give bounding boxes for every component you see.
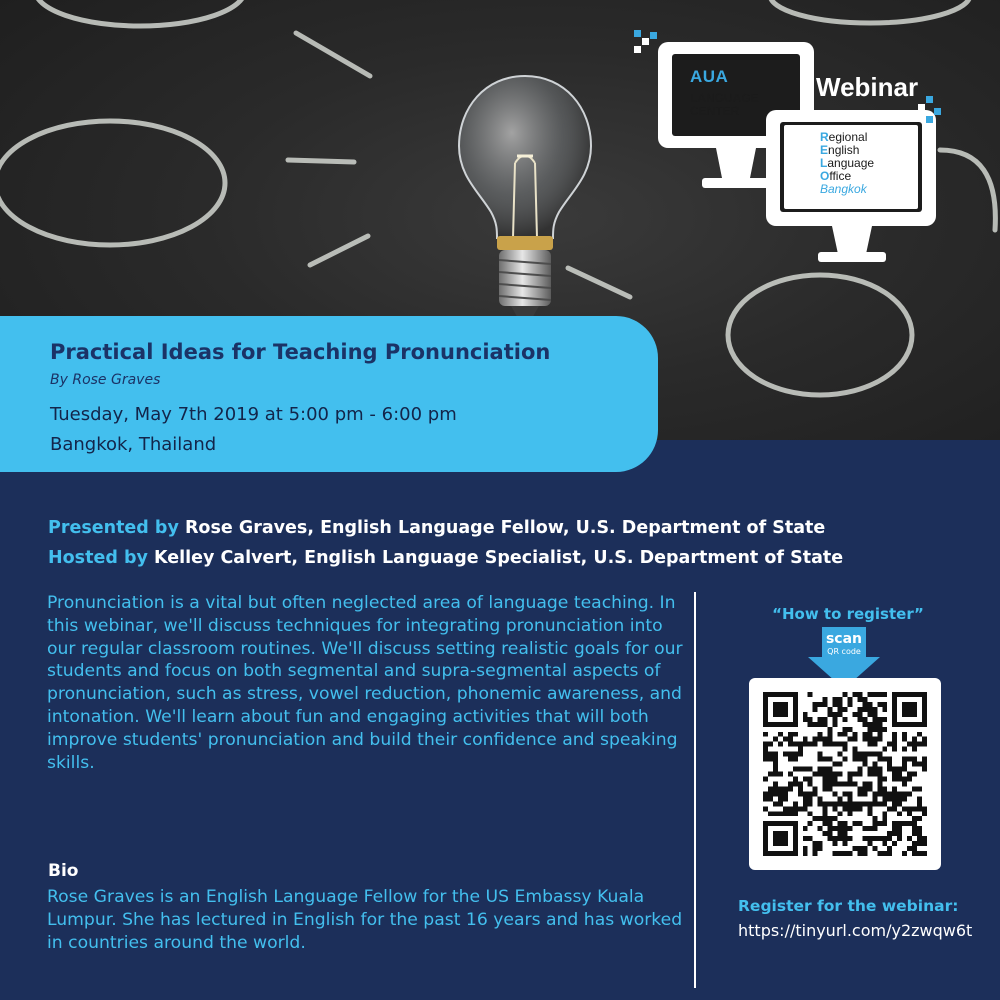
- bio-heading: Bio: [48, 861, 79, 881]
- webinar-logo: [628, 28, 948, 268]
- chalk-dash: [310, 236, 368, 265]
- presented-by-label: Presented by: [48, 518, 179, 538]
- aua-subtitle-line2: CENTER: [690, 104, 740, 118]
- presented-by-value: Rose Graves, English Language Fellow, U.S. Department of State: [184, 518, 826, 538]
- event-location: Bangkok, Thailand: [50, 434, 217, 455]
- relo-city: Bangkok: [820, 182, 867, 196]
- aua-title: AUA: [690, 67, 729, 86]
- monitor-icon: [628, 28, 948, 268]
- relo-line: Regional: [820, 130, 868, 144]
- chalk-arc: [940, 150, 995, 230]
- bio-text: Rose Graves is an English Language Fellow for the US Embassy Kuala Lumpur. She has lectured in English for the past 16 years and has worked in countries around the world.: [47, 887, 683, 953]
- lightbulb-icon: [445, 68, 605, 328]
- register-link[interactable]: https://tinyurl.com/y2zwqw6t: [738, 921, 973, 940]
- chalk-oval: [35, 0, 245, 26]
- relo-line: Language: [820, 156, 875, 170]
- aua-subtitle-line1: LANGUAGE: [690, 91, 759, 105]
- qr-code[interactable]: [749, 678, 941, 870]
- event-datetime: Tuesday, May 7th 2019 at 5:00 pm - 6:00 pm: [50, 404, 457, 425]
- relo-block: [820, 131, 874, 196]
- register-label: Register for the webinar:: [738, 897, 959, 915]
- chalk-oval: [728, 275, 912, 395]
- chalk-dash: [288, 160, 354, 162]
- chalk-oval: [0, 121, 225, 245]
- relo-line: English: [820, 143, 860, 157]
- hosted-by-line: [48, 548, 948, 568]
- chalk-oval: [770, 0, 970, 23]
- event-title-panel: [0, 316, 658, 472]
- hosted-by-label: Hosted by: [48, 548, 148, 568]
- event-title: Practical Ideas for Teaching Pronunciation: [50, 340, 551, 364]
- event-author: By Rose Graves: [50, 372, 161, 388]
- webinar-label: Webinar: [816, 72, 919, 102]
- qr-code-icon: [763, 692, 927, 856]
- chalk-dash: [296, 33, 370, 76]
- presented-by-line: [48, 518, 948, 538]
- hosted-by-value: Kelley Calvert, English Language Specialist, U.S. Department of State: [153, 548, 844, 568]
- how-to-register-heading: “How to register”: [772, 605, 924, 623]
- relo-line: Office: [820, 169, 852, 183]
- scan-label: scan: [825, 631, 863, 647]
- scan-sublabel: QR code: [827, 647, 861, 656]
- event-description: Pronunciation is a vital but often neglected area of language teaching. In this webinar, we'll discuss techniques for integrating pronunciation into our regular classroom routines. We'll discuss setting realistic goals for our students and focus on both segmental and supra-segmental aspects of pronunciation, such as stress, vowel reduction, phonemic awareness, and intonation. We'll learn about fun and engaging activities that will both improve students' pronunciation and build their confidence and speaking skills.: [47, 593, 683, 773]
- column-divider: [694, 592, 696, 988]
